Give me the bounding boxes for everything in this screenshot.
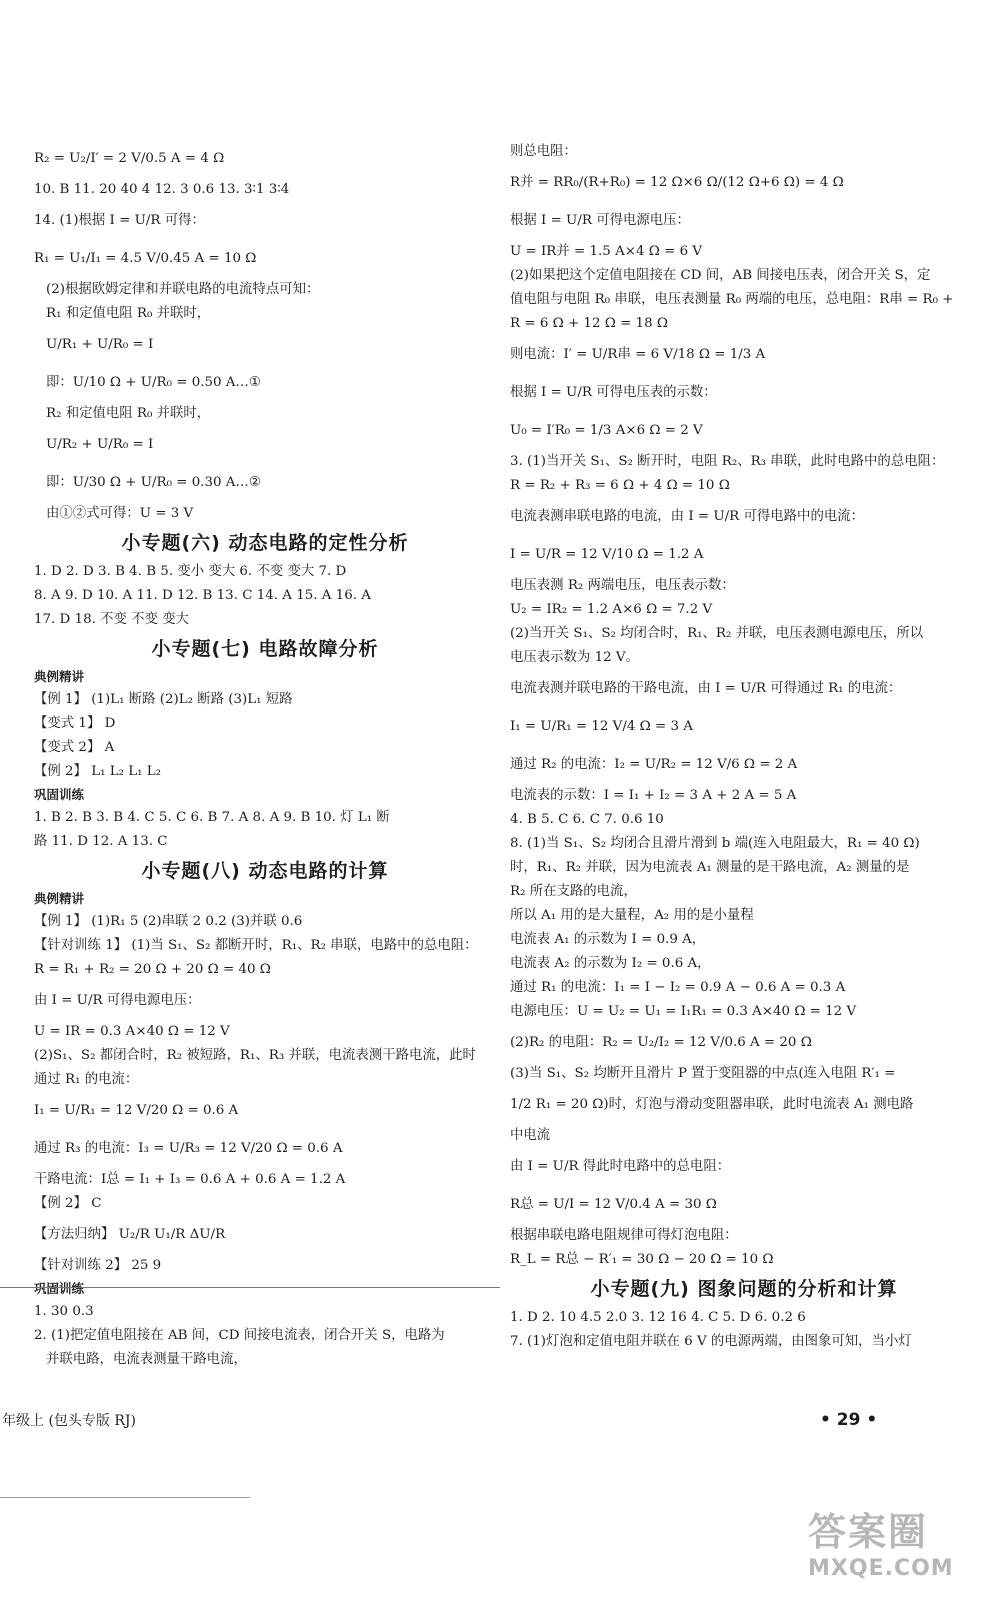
text-line: 所以 A₁ 用的是大量程，A₂ 用的是小量程 [510, 908, 754, 923]
text-line: 即：U/10 Ω + U/R₀ = 0.50 A…① [46, 375, 261, 390]
text-line: 8. (1)当 S₁、S₂ 均闭合且滑片滑到 b 端(连入电阻最大，R₁ = 40 Ω) [510, 836, 920, 851]
text-line: 即：U/30 Ω + U/R₀ = 0.30 A…② [46, 475, 261, 490]
text-line: 通过 R₂ 的电流：I₂ = U/R₂ = 12 V/6 Ω = 2 A [510, 757, 798, 772]
footer-left: 年级上 (包头专版 RJ) [2, 1413, 136, 1429]
text-line: 则电流：I′ = U/R串 = 6 V/18 Ω = 1/3 A [510, 347, 766, 362]
right-column [510, 140, 978, 1354]
text-line: 根据串联电路电阻规律可得灯泡电阻： [510, 1228, 738, 1243]
text-line: (3)当 S₁、S₂ 均断开且滑片 P 置于变阻器的中点(连入电阻 R′₁ = [510, 1066, 896, 1081]
text-line: (2)S₁、S₂ 都闭合时，R₂ 被短路，R₁、R₃ 并联，电流表测干路电流，此时 [34, 1048, 476, 1063]
text-line: 根据 I = U/R 可得电源电压： [510, 213, 690, 228]
separator-rule [0, 1287, 500, 1288]
text-line: 通过 R₁ 的电流： [34, 1072, 139, 1087]
text-line: 10. B 11. 20 40 4 12. 3 0.6 13. 3∶1 3∶4 [34, 182, 290, 197]
section-heading: 小专题(六) 动态电路的定性分析 [121, 532, 409, 554]
page-number: • 29 • [820, 1410, 878, 1430]
text-line: 电流表的示数：I = I₁ + I₂ = 3 A + 2 A = 5 A [510, 788, 797, 803]
text-line: U/R₁ + U/R₀ = I [46, 337, 154, 352]
text-line: 【例 1】 (1)R₁ 5 (2)串联 2 0.2 (3)并联 0.6 [34, 914, 303, 929]
text-line: 【方法归纳】 U₂/R U₁/R ΔU/R [34, 1227, 226, 1242]
subsection-label: 巩固训练 [34, 787, 85, 802]
bottom-rule [0, 1497, 250, 1498]
text-line: I₁ = U/R₁ = 12 V/20 Ω = 0.6 A [34, 1103, 239, 1118]
text-line: 通过 R₃ 的电流：I₃ = U/R₃ = 12 V/20 Ω = 0.6 A [34, 1141, 343, 1156]
text-line: U/R₂ + U/R₀ = I [46, 437, 154, 452]
text-line: R₁ 和定值电阻 R₀ 并联时， [46, 306, 211, 321]
text-line: 中电流 [510, 1128, 551, 1143]
subsection-label: 典例精讲 [34, 891, 85, 906]
text-line: 7. (1)灯泡和定值电阻并联在 6 V 的电源两端，由图象可知，当小灯 [510, 1334, 912, 1349]
text-line: 路 11. D 12. A 13. C [34, 834, 168, 849]
text-line: 由 I = U/R 得此时电路中的总电阻： [510, 1159, 731, 1174]
section-heading: 小专题(七) 电路故障分析 [151, 638, 379, 660]
text-line: R_L = R总 − R′₁ = 30 Ω − 20 Ω = 10 Ω [510, 1252, 774, 1267]
text-line: 由①②式可得：U = 3 V [46, 506, 194, 521]
section-heading: 小专题(九) 图象问题的分析和计算 [590, 1278, 898, 1300]
watermark-text-cn: 答案圈 [808, 1510, 929, 1554]
text-line: (2)R₂ 的电阻：R₂ = U₂/I₂ = 12 V/0.6 A = 20 Ω [510, 1035, 812, 1050]
text-line: U₀ = I′R₀ = 1/3 A×6 Ω = 2 V [510, 423, 703, 438]
text-line: 电流表测串联电路的电流，由 I = U/R 可得电路中的电流： [510, 509, 865, 524]
text-line: 1. D 2. 10 4.5 2.0 3. 12 16 4. C 5. D 6. 0.2 6 [510, 1310, 806, 1325]
text-line: 1. B 2. B 3. B 4. C 5. C 6. B 7. A 8. A 9. B 10. 灯 L₁ 断 [34, 810, 390, 825]
text-line: (2)如果把这个定值电阻接在 CD 间，AB 间接电压表，闭合开关 S，定 [510, 268, 931, 283]
text-line: 电压表测 R₂ 两端电压，电压表示数： [510, 578, 735, 593]
text-line: R = R₂ + R₃ = 6 Ω + 4 Ω = 10 Ω [510, 478, 730, 493]
text-line: R = R₁ + R₂ = 20 Ω + 20 Ω = 40 Ω [34, 962, 271, 977]
text-line: 根据 I = U/R 可得电压表的示数： [510, 385, 717, 400]
text-line: R₂ = U₂/I′ = 2 V/0.5 A = 4 Ω [34, 151, 225, 166]
text-line: 【例 1】 (1)L₁ 断路 (2)L₂ 断路 (3)L₁ 短路 [34, 692, 293, 707]
text-line: 1. D 2. D 3. B 4. B 5. 变小 变大 6. 不变 变大 7. D [34, 564, 347, 579]
watermark-logo [808, 1510, 992, 1594]
text-line: 【例 2】 C [34, 1196, 102, 1211]
text-line: 17. D 18. 不变 不变 变大 [34, 612, 189, 627]
text-line: 则总电阻： [510, 144, 577, 159]
text-line: 并联电路，电流表测量干路电流， [46, 1352, 247, 1367]
text-line: I = U/R = 12 V/10 Ω = 1.2 A [510, 547, 704, 562]
text-line: 时，R₁、R₂ 并联，因为电流表 A₁ 测量的是干路电流，A₂ 测量的是 [510, 860, 910, 875]
text-line: U = IR = 0.3 A×40 Ω = 12 V [34, 1024, 230, 1039]
text-line: 1/2 R₁ = 20 Ω)时，灯泡与滑动变阻器串联，此时电流表 A₁ 测电路 [510, 1097, 914, 1112]
text-line: R₁ = U₁/I₁ = 4.5 V/0.45 A = 10 Ω [34, 251, 257, 266]
text-line: I₁ = U/R₁ = 12 V/4 Ω = 3 A [510, 719, 693, 734]
text-line: 4. B 5. C 6. C 7. 0.6 10 [510, 812, 664, 827]
text-line: (2)根据欧姆定律和并联电路的电流特点可知： [46, 282, 320, 297]
left-column [34, 140, 496, 1372]
text-line: 通过 R₁ 的电流：I₁ = I − I₂ = 0.9 A − 0.6 A = 0.3 A [510, 980, 846, 995]
text-line: U = IR并 = 1.5 A×4 Ω = 6 V [510, 244, 703, 259]
text-line: 2. (1)把定值电阻接在 AB 间，CD 间接电流表，闭合开关 S，电路为 [34, 1328, 445, 1343]
text-line: R₂ 和定值电阻 R₀ 并联时， [46, 406, 211, 421]
text-line: 电源电压：U = U₂ = U₁ = I₁R₁ = 0.3 A×40 Ω = 12 V [510, 1004, 857, 1019]
text-line: R = 6 Ω + 12 Ω = 18 Ω [510, 316, 668, 331]
text-line: 3. (1)当开关 S₁、S₂ 断开时，电阻 R₂、R₃ 串联，此时电路中的总电阻： [510, 454, 945, 469]
text-line: 【例 2】 L₁ L₂ L₁ L₂ [34, 764, 162, 779]
text-line: 【变式 2】 A [34, 740, 115, 755]
subsection-label: 巩固训练 [34, 1281, 85, 1296]
section-heading: 小专题(八) 动态电路的计算 [141, 860, 389, 882]
text-line: R并 = RR₀/(R+R₀) = 12 Ω×6 Ω/(12 Ω+6 Ω) = 4 Ω [510, 175, 844, 190]
watermark-text-en: MXQE.COM [808, 1556, 954, 1581]
text-line: 【针对训练 2】 25 9 [34, 1258, 162, 1273]
text-line: 8. A 9. D 10. A 11. D 12. B 13. C 14. A 15. A 16. A [34, 588, 371, 603]
text-line: 由 I = U/R 可得电源电压： [34, 993, 201, 1008]
text-line: 电流表 A₂ 的示数为 I₂ = 0.6 A， [510, 956, 711, 971]
text-line: 电流表测并联电路的干路电流，由 I = U/R 可得通过 R₁ 的电流： [510, 681, 902, 696]
text-line: 电压表示数为 12 V。 [510, 650, 639, 665]
text-line: 干路电流：I总 = I₁ + I₃ = 0.6 A + 0.6 A = 1.2 A [34, 1172, 346, 1187]
text-line: 【针对训练 1】 (1)当 S₁、S₂ 都断开时，R₁、R₂ 串联，电路中的总电阻： [34, 938, 478, 953]
text-line: 【变式 1】 D [34, 716, 116, 731]
text-line: 值电阻与电阻 R₀ 串联，电压表测量 R₀ 两端的电压，总电阻：R串 = R₀ + [510, 292, 954, 307]
text-line: R₂ 所在支路的电流， [510, 884, 637, 899]
text-line: (2)当开关 S₁、S₂ 均闭合时，R₁、R₂ 并联，电压表测电源电压，所以 [510, 626, 924, 641]
text-line: R总 = U/I = 12 V/0.4 A = 30 Ω [510, 1197, 717, 1212]
subsection-label: 典例精讲 [34, 669, 85, 684]
text-line: 电流表 A₁ 的示数为 I = 0.9 A， [510, 932, 706, 947]
text-line: 1. 30 0.3 [34, 1304, 94, 1319]
text-line: U₂ = IR₂ = 1.2 A×6 Ω = 7.2 V [510, 602, 713, 617]
text-line: 14. (1)根据 I = U/R 可得： [34, 213, 205, 228]
